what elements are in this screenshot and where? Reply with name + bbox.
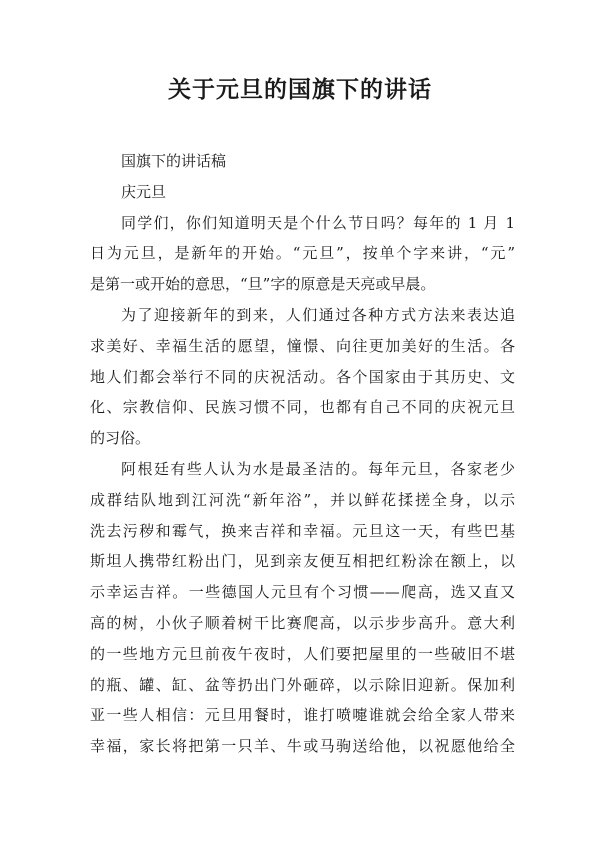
text-line: 求美好、幸福生活的愿望，憧憬、向往更加美好的生活。各 <box>90 336 515 355</box>
text-line: 幸福，家长将把第一只羊、牛或马驹送给他，以祝愿他给全 <box>90 737 515 756</box>
text-line: 是第一或开始的意思，“旦”字的原意是天亮或早晨。 <box>90 275 436 294</box>
text-line: 洗去污秽和霉气，换来吉祥和幸福。元旦这一天，有些巴基 <box>90 521 515 540</box>
document-title: 关于元旦的国旗下的讲话 <box>168 76 432 103</box>
text-line: 日为元旦，是新年的开始。“元旦”，按单个字来讲，“元” <box>90 244 515 263</box>
text-line: 国旗下的讲话稿 <box>121 152 227 170</box>
text-line: 亚一些人相信：元旦用餐时，谁打喷嚏谁就会给全家人带来 <box>90 706 515 725</box>
text-line: 阿根廷有些人认为水是最圣洁的。每年元旦，各家老少 <box>121 459 515 478</box>
text-line: 的习俗。 <box>90 429 151 448</box>
text-line: 庆元旦 <box>121 182 167 201</box>
text-line: 示幸运吉祥。一些德国人元旦有个习惯——爬高，选又直又 <box>90 583 515 602</box>
text-line: 化、宗教信仰、民族习惯不同，也都有自己不同的庆祝元旦 <box>90 398 515 417</box>
text-line: 的瓶、罐、缸、盆等扔出门外砸碎，以示除旧迎新。保加利 <box>90 675 515 694</box>
text-line: 成群结队地到江河洗“新年浴”，并以鲜花揉搓全身，以示 <box>90 490 515 509</box>
text-line: 为了迎接新年的到来，人们通过各种方式方法来表达追 <box>121 305 515 324</box>
text-line: 同学们，你们知道明天是个什么节日吗？每年的 1 月 1 <box>121 213 515 232</box>
document-body <box>90 146 515 762</box>
text-line: 的一些地方元旦前夜午夜时，人们要把屋里的一些破旧不堪 <box>90 644 515 663</box>
text-line: 地人们都会举行不同的庆祝活动。各个国家由于其历史、文 <box>90 367 515 386</box>
text-line: 斯坦人携带红粉出门，见到亲友便互相把红粉涂在额上，以 <box>90 552 515 571</box>
text-line: 高的树，小伙子顺着树干比赛爬高，以示步步高升。意大利 <box>90 613 515 632</box>
